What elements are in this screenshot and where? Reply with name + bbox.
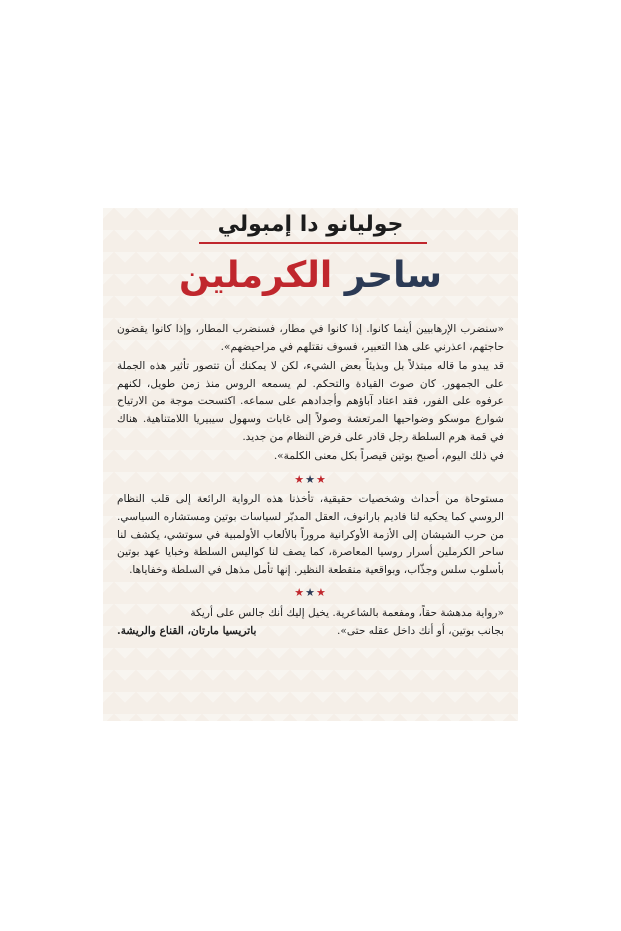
star-icon: ★ bbox=[305, 586, 316, 600]
book-back-cover bbox=[103, 208, 518, 721]
review-source: باتريسيا مارتان، القناع والريشة. bbox=[117, 624, 257, 637]
star-icon: ★ bbox=[315, 586, 327, 600]
review-quote-end bbox=[117, 623, 504, 641]
synopsis-paragraph: مستوحاة من أحداث وشخصيات حقيقية، تأخذنا هذه الرواية الرائعة إلى قلب النظام الروسي كما يحكيه لنا فاديم بارانوف، العقل المدبّر لسياسات بوتين ومستشاره السياسي. من حرب الشيشان إلى الأزمة الأوكرانية مروراً بالألعاب الأولمبية في سوتشي، يكشف لنا ساحر الكرملين أسرار روسيا المعاصرة، كما يصف لنا كواليس السلطة وخبايا عهد بوتين بأسلوب سلس وجذّاب، وبواقعية منقطعة النظير. إنها تأمل مذهل في السلطة وخفاياها. bbox=[117, 493, 504, 576]
star-icon: ★ bbox=[294, 586, 306, 600]
title-word-1: ساحر bbox=[344, 255, 443, 296]
star-icon: ★ bbox=[305, 472, 316, 486]
quote-paragraph-1: «سنضرب الإرهابيين أينما كانوا. إذا كانوا في مطار، فسنضرب المطار، وإذا كانوا يقضون حاجتهم، اعذرني على هذا التعبير، فسوف نقتلهم في مراحيضهم». bbox=[117, 323, 504, 353]
star-icons bbox=[294, 473, 327, 486]
title-word-2: الكرملين bbox=[178, 255, 333, 296]
star-icons bbox=[294, 586, 327, 599]
star-separator-1 bbox=[117, 471, 504, 489]
blurb-text bbox=[117, 321, 504, 640]
author-name: جوليانو دا إمبولي bbox=[217, 212, 404, 237]
title-divider-line bbox=[199, 242, 427, 244]
star-icon: ★ bbox=[294, 472, 306, 486]
star-icon: ★ bbox=[315, 472, 327, 486]
review-quote-line-1: «رواية مدهشة حقاً، ومفعمة بالشاعرية. يخيل إليك أنك جالس على أريكة bbox=[190, 606, 504, 619]
review-quote-line-2: بجانب بوتين، أو أنك داخل عقله حتى». bbox=[336, 624, 504, 637]
quote-paragraph-2: قد يبدو ما قاله مبتذلاً بل وبذيئاً بعض الشيء، لكن لا يمكنك أن تتصور تأثير هذه الجملة على الجمهور. كان صوتَ القيادة والتحكم. لم يسمعه الروس منذ زمن طويل، لكنهم عرفوه على الفور، فقد اعتاد آباؤهم وأجدادهم على سماعه. اكتسحت موجة من الارتياح شوارع موسكو وضواحيها المرتعشة وصولاً إلى غابات وسهول سيبيريا اللامتناهية. هناك في قمة هرم السلطة رجل قادر على فرض النظام من جديد. bbox=[117, 360, 504, 443]
quote-paragraph-3: في ذلك اليوم، أصبح بوتين قيصراً بكل معنى الكلمة». bbox=[273, 450, 504, 463]
book-title bbox=[103, 252, 518, 300]
star-separator-2 bbox=[117, 584, 504, 602]
